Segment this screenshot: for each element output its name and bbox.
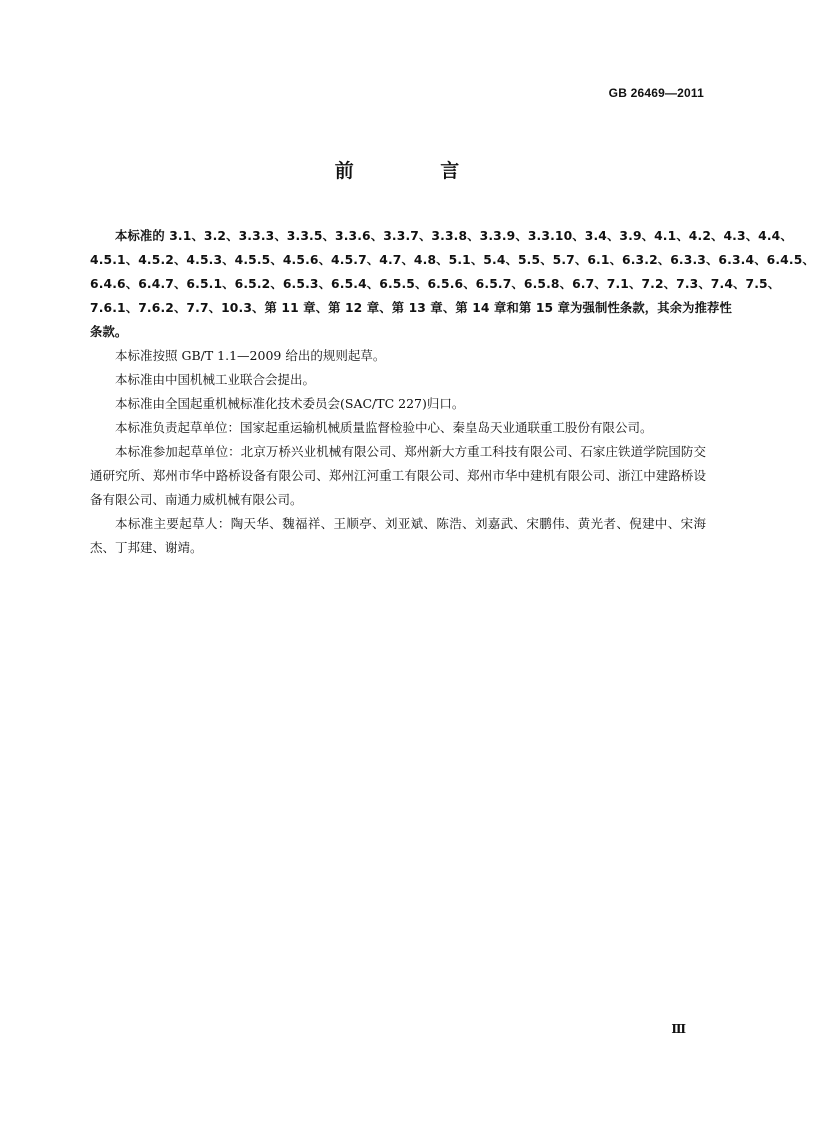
standard-number: GB 26469—2011 — [608, 86, 704, 100]
mandatory-clause-line: 4.5.1、4.5.2、4.5.3、4.5.5、4.5.6、4.5.7、4.7、4.8、5.1、5.4、5.5、5.7、6.1、6.3.2、6.3.3、6.3.4、6.4.5、 — [90, 253, 815, 267]
main-drafters-paragraph: 本标准主要起草人：陶天华、魏福祥、王顺亭、刘亚斌、陈浩、刘嘉武、宋鹏伟、黄光者、倪建中、宋海杰、丁邦建、谢靖。 — [90, 516, 706, 555]
mandatory-clause-line: 本标准的 3.1、3.2、3.3.3、3.3.5、3.3.6、3.3.7、3.3.8、3.3.9、3.3.10、3.4、3.9、4.1、4.2、4.3、4.4、 — [115, 229, 793, 243]
committee-paragraph: 本标准由全国起重机械标准化技术委员会(SAC/TC 227)归口。 — [115, 396, 465, 411]
page-title: 前 言 — [334, 160, 500, 182]
mandatory-clause-line: 条款。 — [90, 325, 128, 339]
mandatory-clause-line: 6.4.6、6.4.7、6.5.1、6.5.2、6.5.3、6.5.4、6.5.5、6.5.6、6.5.7、6.5.8、6.7、7.1、7.2、7.3、7.4、7.5、 — [90, 277, 781, 291]
responsible-drafters-paragraph: 本标准负责起草单位：国家起重运输机械质量监督检验中心、秦皇岛天业通联重工股份有限公司。 — [115, 420, 653, 435]
mandatory-clause-line: 7.6.1、7.6.2、7.7、10.3、第 11 章、第 12 章、第 13 章、第 14 章和第 15 章为强制性条款，其余为推荐性 — [90, 301, 732, 315]
document-body — [90, 224, 815, 560]
proposer-paragraph: 本标准由中国机械工业联合会提出。 — [115, 372, 316, 387]
drafting-rules-paragraph: 本标准按照 GB/T 1.1—2009 给出的规则起草。 — [115, 348, 386, 363]
page-number: Ⅲ — [671, 1022, 686, 1036]
participating-drafters-paragraph: 本标准参加起草单位：北京万桥兴业机械有限公司、郑州新大方重工科技有限公司、石家庄铁道学院国防交通研究所、郑州市华中路桥设备有限公司、郑州江河重工有限公司、郑州市华中建机有限公司、浙江中建路桥设备有限公司、南通力威机械有限公司。 — [90, 444, 706, 507]
